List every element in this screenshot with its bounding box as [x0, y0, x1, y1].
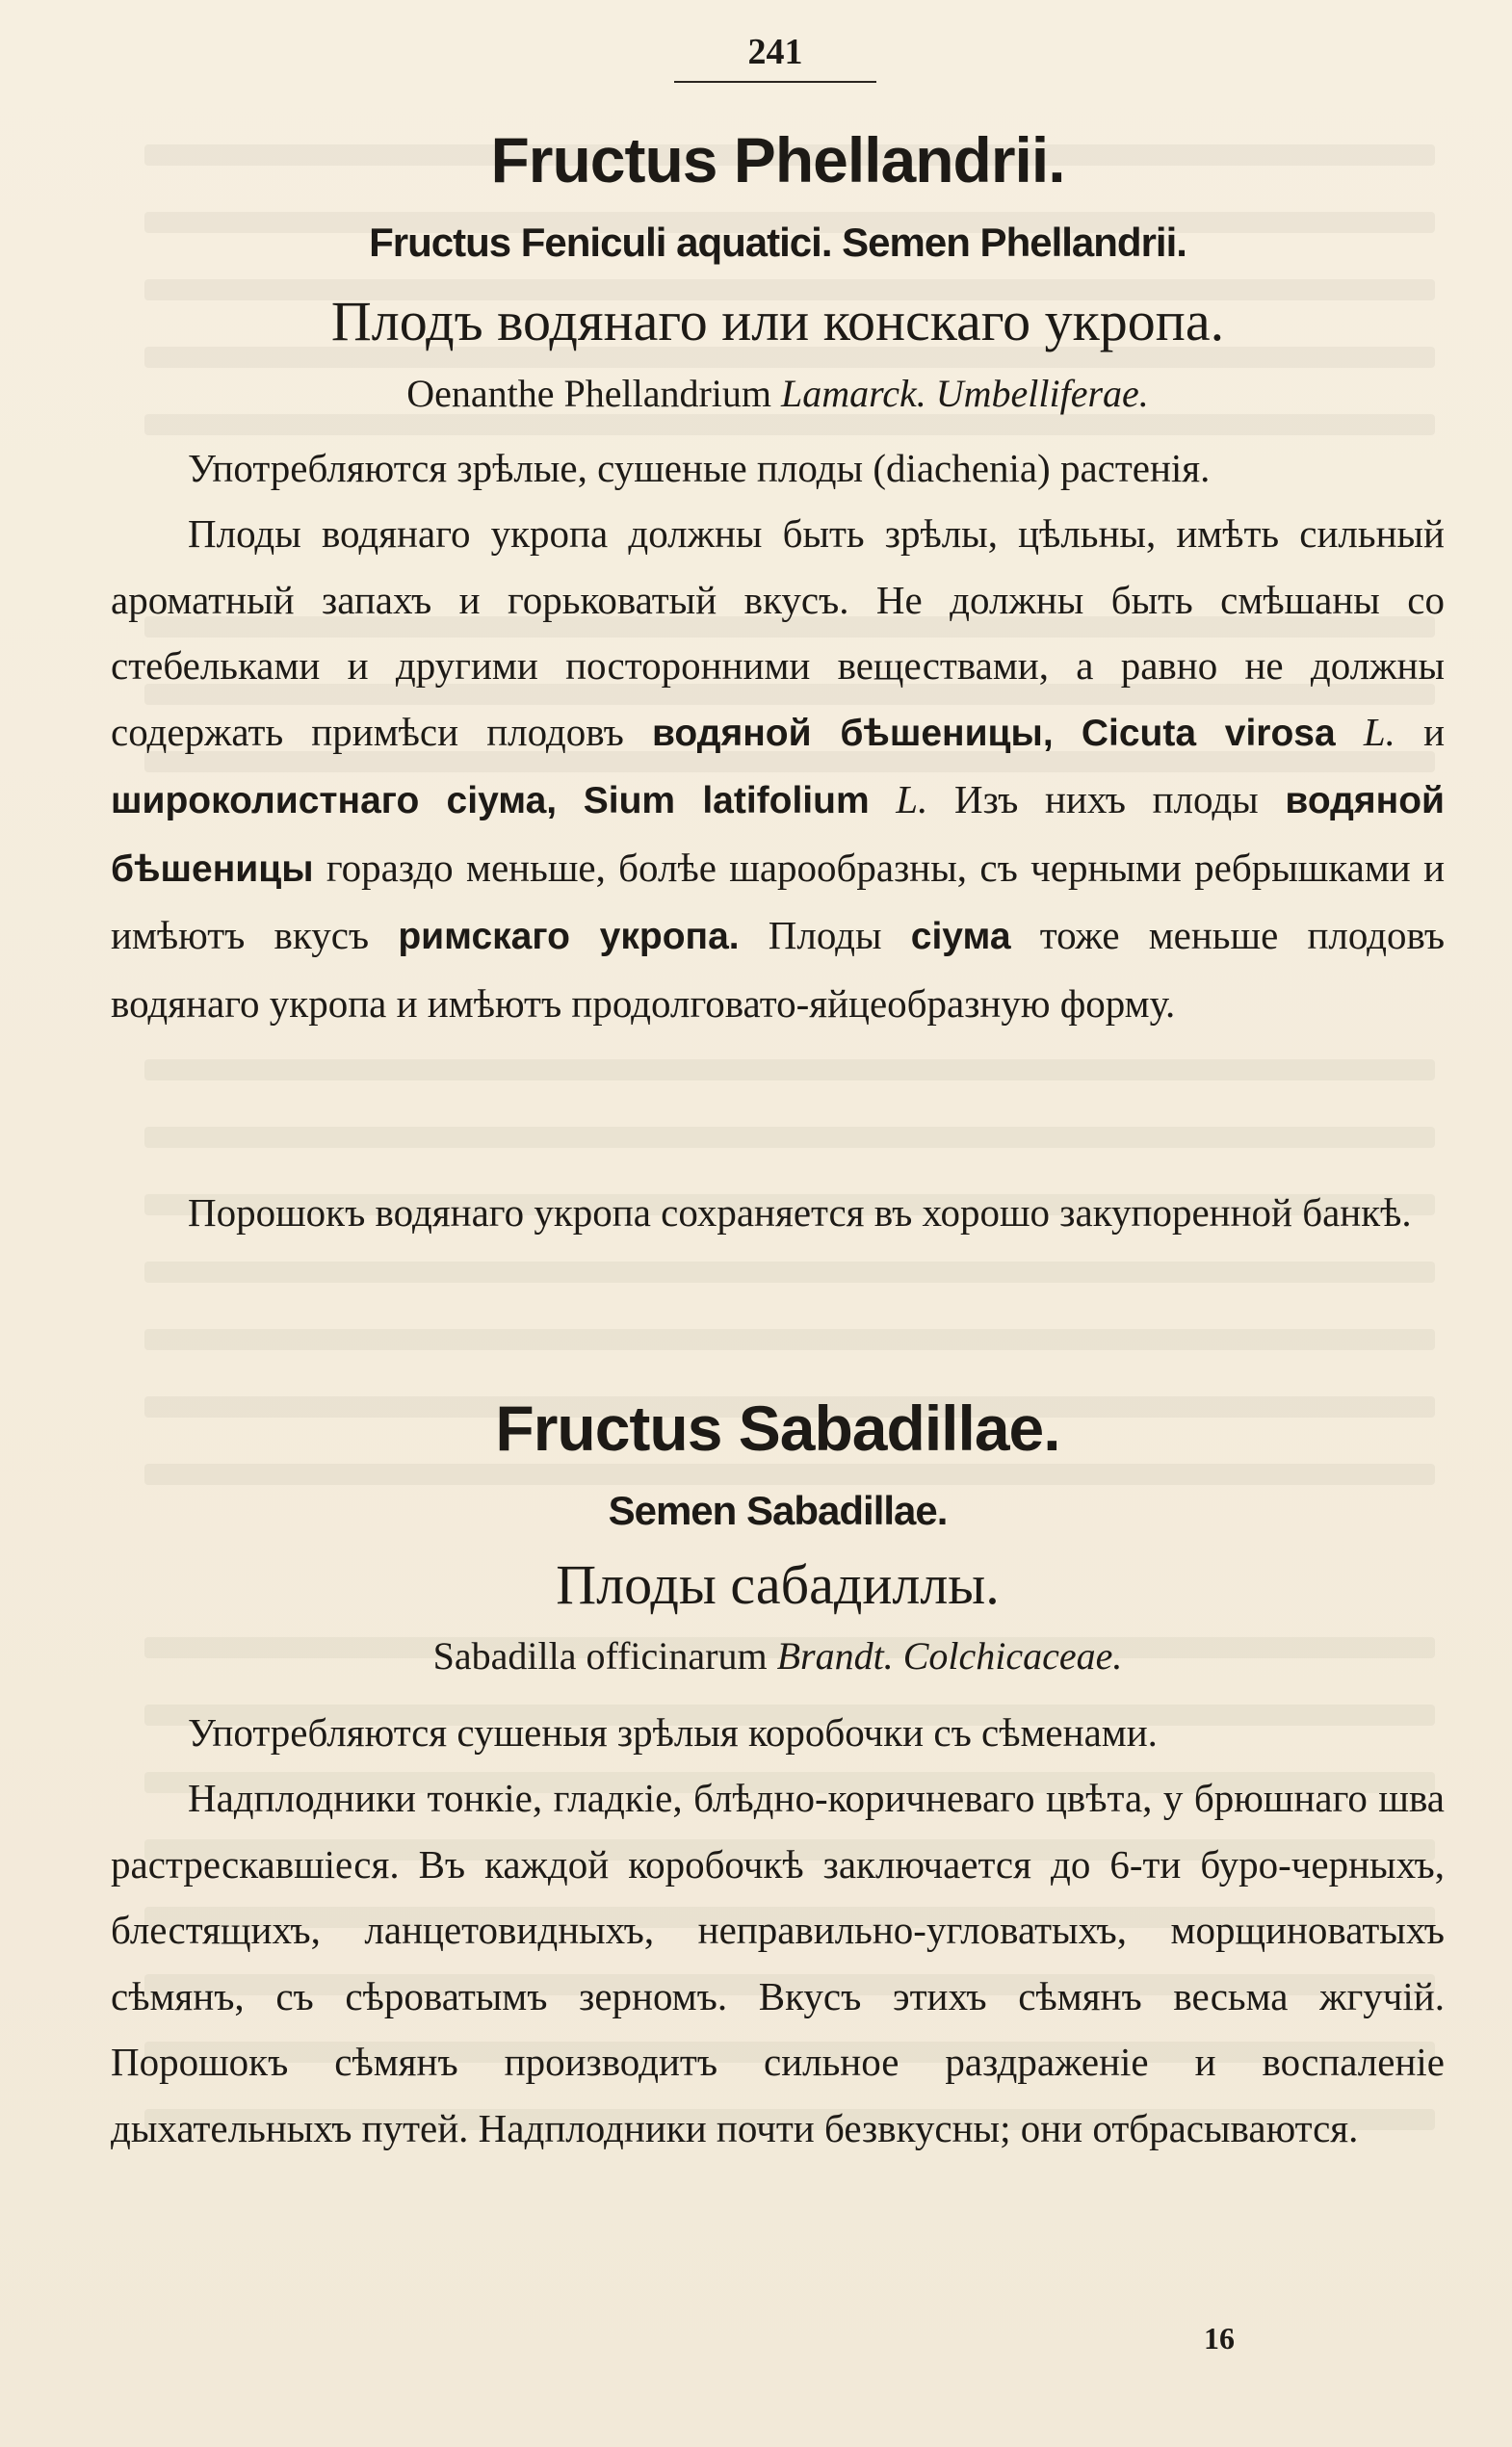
plant-name-line-sabadillae [111, 1633, 1445, 1679]
paragraph-description-sabadillae: Надплодники тонкіе, гладкіе, блѣдно-коричневаго цвѣта, у брюшнаго шва растрескавшіеся. Въ каждой коробочкѣ заключается до 6-ти буро-черныхъ, блестящихъ, ланцетовидныхъ, неправильно-угловатыхъ, морщиноватыхъ сѣмянъ, съ сѣроватымъ зерномъ. Вкусъ этихъ сѣмянъ весьма жгучій. Порошокъ сѣмянъ производитъ сильное раздраженіе и воспаленіе дыхательныхъ путей. Надплодники почти безвкусны; они отбрасываются. [111, 1776, 1445, 2150]
paragraph-usage-sabadillae: Употребляются сушеныя зрѣлыя коробочки съ сѣменами. [188, 1710, 1158, 1755]
paragraph-storage-phellandrii: Порошокъ водянаго укропа сохраняется въ хорошо закупоренной банкѣ. [188, 1190, 1412, 1235]
plant-name-line-phellandrii [111, 371, 1445, 416]
plant-family: Colchicaceae. [902, 1634, 1123, 1678]
plant-author: Brandt. [776, 1634, 894, 1678]
russian-name-sabadillae: Плоды сабадиллы. [556, 1553, 1000, 1616]
plant-name: Oenanthe Phellandrium [406, 372, 771, 415]
section-title-sabadillae: Fructus Sabadillae. [495, 1393, 1060, 1464]
section-title-phellandrii: Fructus Phellandrii. [490, 124, 1065, 195]
plant-name: Sabadilla officinarum [432, 1634, 768, 1678]
plant-author: Lamarck. [781, 372, 926, 415]
plant-family: Umbelliferae. [935, 372, 1149, 415]
page-number: 241 [674, 31, 876, 83]
russian-name-phellandrii: Плодъ водянаго или конскаго укропа. [330, 290, 1225, 352]
section-synonyms-sabadillae: Semen Sabadillae. [608, 1488, 948, 1533]
signature-mark: 16 [1204, 2321, 1235, 2356]
paragraph-description-phellandrii: Плоды водянаго укропа должны быть зрѣлы, цѣльны, имѣть сильный ароматный запахъ и горьковатый вкусъ. Не должны быть смѣшаны со стебельками и другими посторонними веществами, а равно не должны содержать примѣси плодовъ водяной бѣшеницы, Cicuta virosa L. и широколистнаго сіума, Sium latifolium L. Изъ нихъ плоды водяной бѣшеницы гораздо меньше, болѣе шарообразны, съ черными ребрышками и имѣютъ вкусъ римскаго укропа. Плоды сіума тоже меньше плодовъ водянаго укропа и имѣютъ продолговато-яйцеобразную форму. [111, 511, 1446, 1026]
section-synonyms-phellandrii: Fructus Feniculi aquatici. Semen Phellandrii. [369, 220, 1186, 265]
paragraph-usage-phellandrii: Употребляются зрѣлые, сушеные плоды (diachenia) растенія. [188, 446, 1211, 490]
